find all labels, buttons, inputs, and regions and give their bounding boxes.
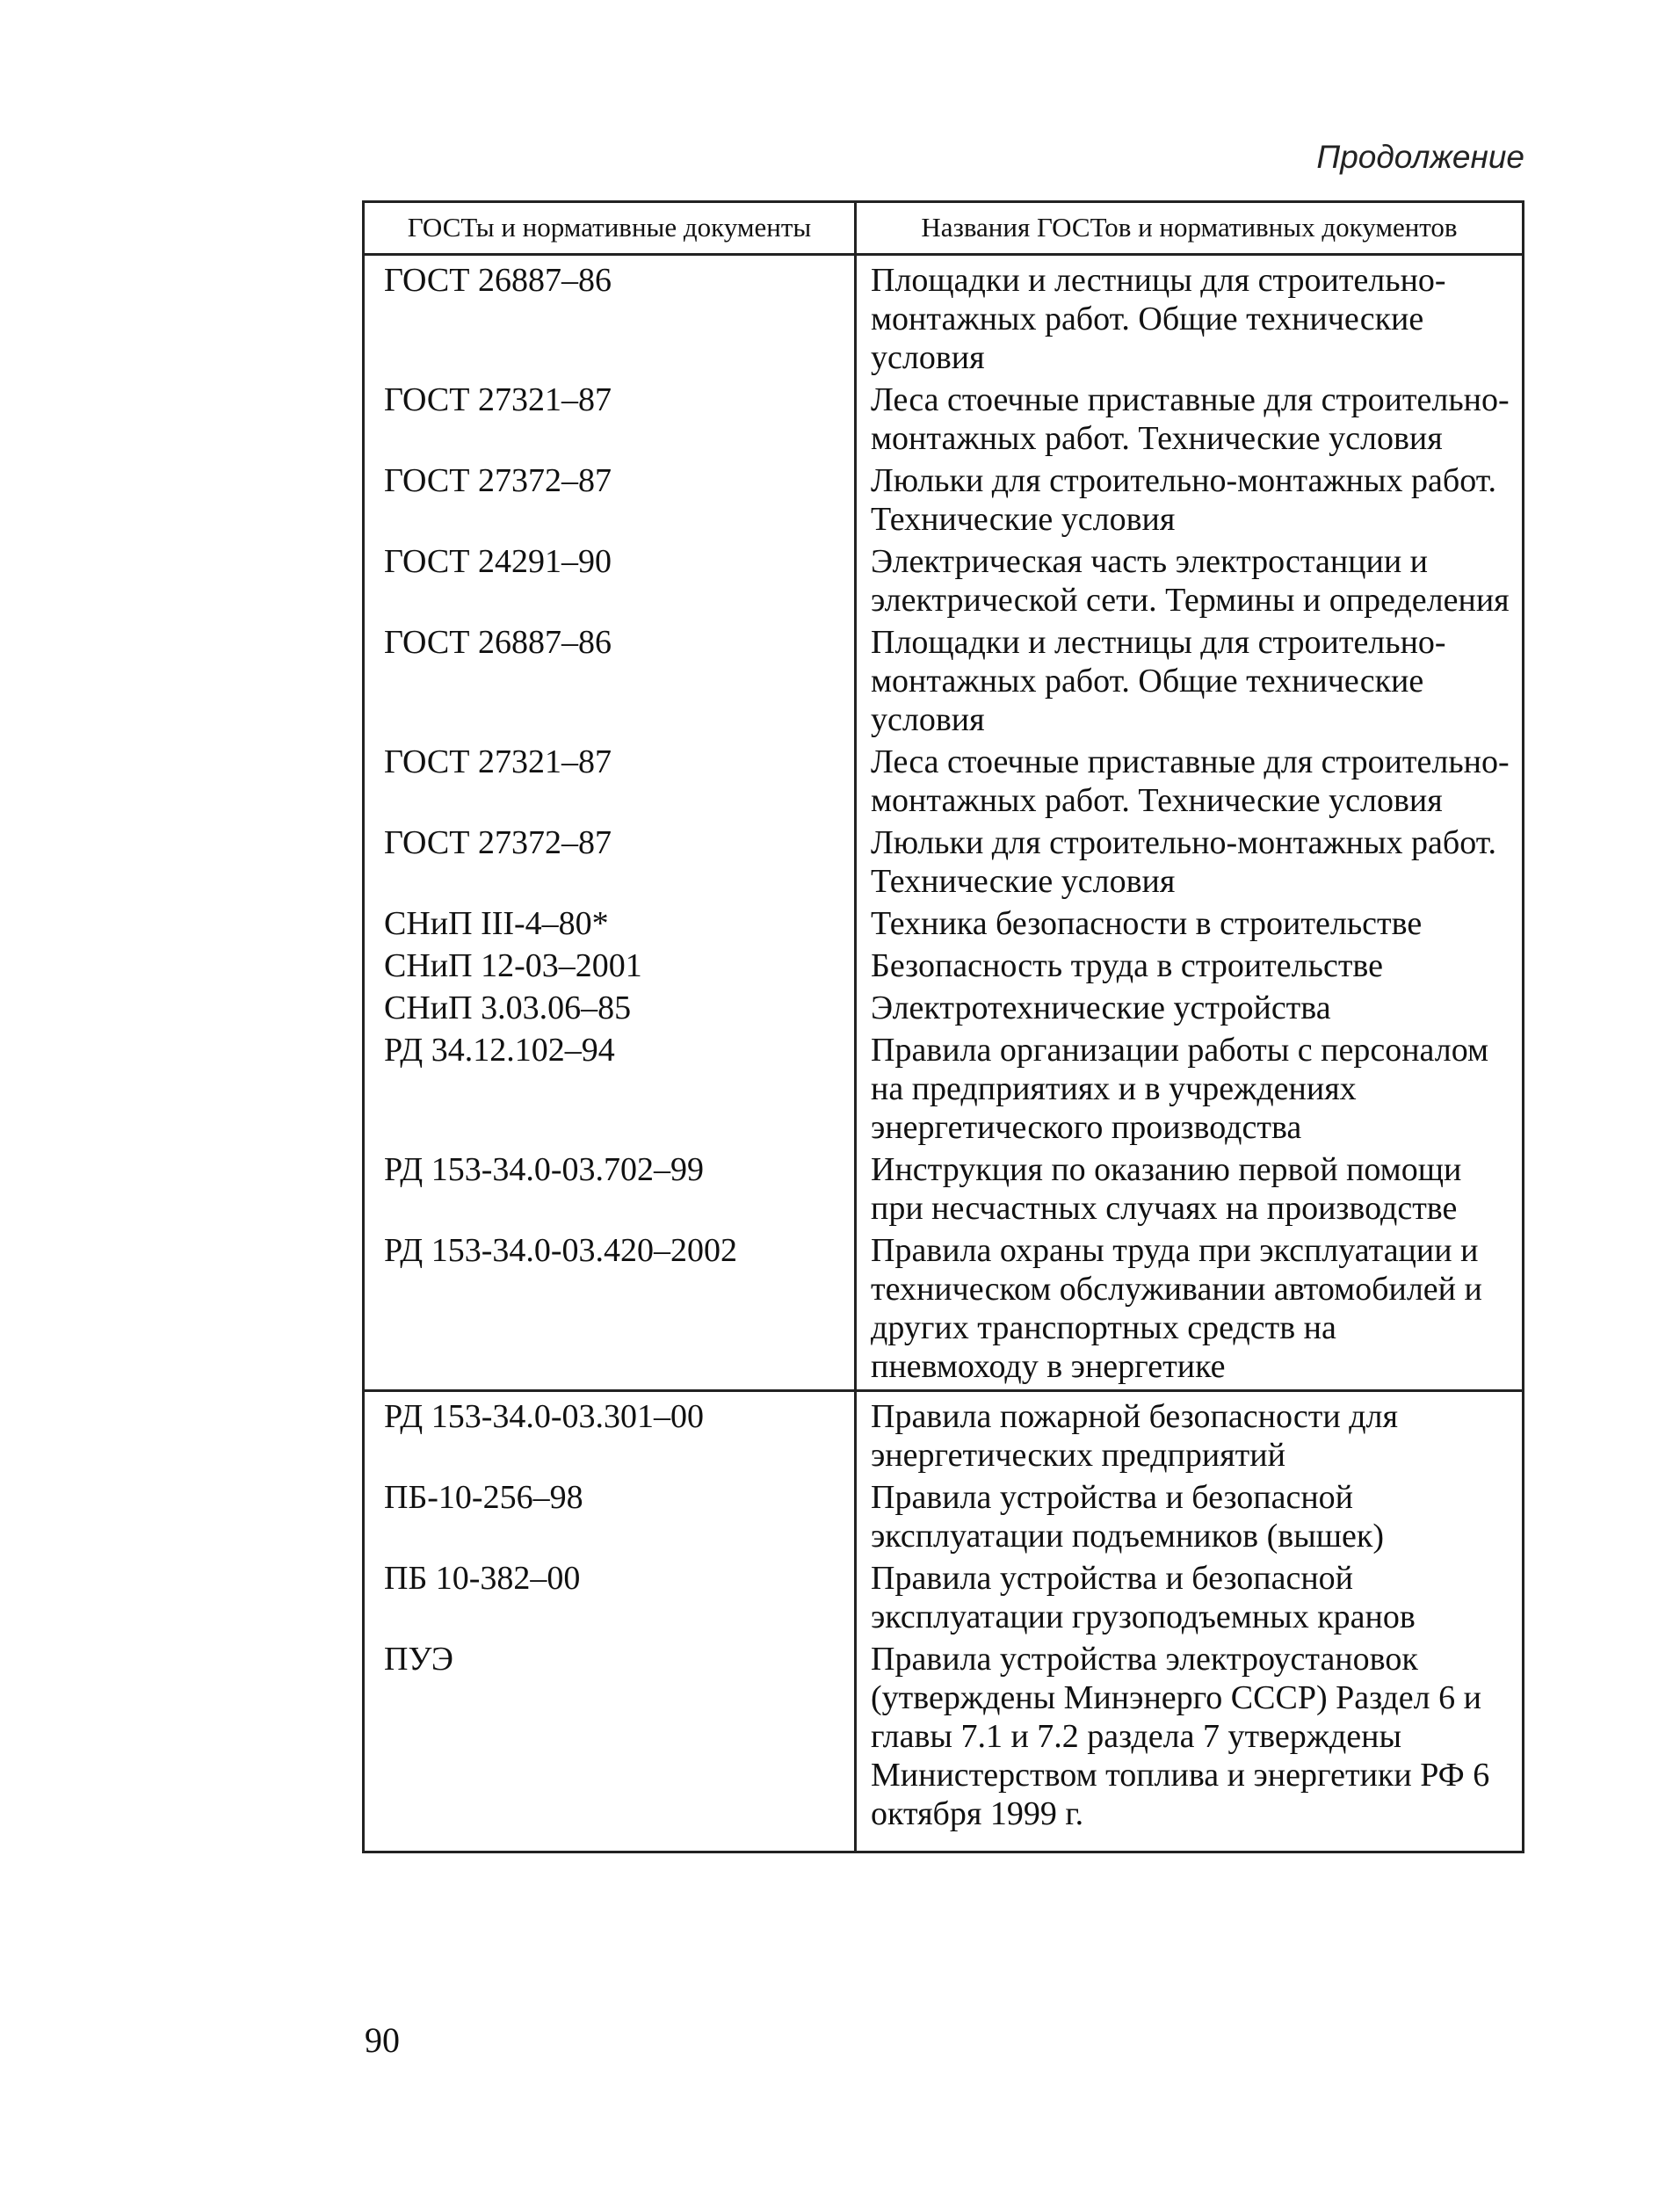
document-title: Правила организации работы с персоналом на предприятиях и в учреждениях энергетического производства [856,1031,1524,1150]
document-code: СНиП III-4–80* [364,904,856,946]
document-title: Площадки и лестницы для строительно-монтажных работ. Общие технические условия [856,255,1524,381]
page-number: 90 [365,2020,400,2060]
document-title: Правила устройства и безопасной эксплуатации подъемников (вышек) [856,1478,1524,1559]
column-header-titles: Названия ГОСТов и нормативных документов [856,202,1524,255]
table-row [364,1559,1524,1640]
document-title: Электротехнические устройства [856,989,1524,1031]
document-title: Правила устройства электроустановок (утверждены Минэнерго СССР) Раздел 6 и главы 7.1 и 7.2 раздела 7 утверждены Министерством топлива и энергетики РФ 6 октября 1999 г. [856,1640,1524,1852]
column-header-codes: ГОСТы и нормативные документы [364,202,856,255]
document-code: СНиП 3.03.06–85 [364,989,856,1031]
document-code: РД 153-34.0-03.702–99 [364,1150,856,1231]
document-title: Инструкция по оказанию первой помощи при несчастных случаях на производстве [856,1150,1524,1231]
document-code: ПУЭ [364,1640,856,1852]
table-header-row [364,202,1524,255]
document-title: Правила устройства и безопасной эксплуатации грузоподъемных кранов [856,1559,1524,1640]
table-row [364,1231,1524,1391]
document-code: ГОСТ 27372–87 [364,823,856,904]
table-row [364,823,1524,904]
table-row [364,381,1524,461]
document-title: Правила охраны труда при эксплуатации и техническом обслуживании автомобилей и других транспортных средств на пневмоходу в энергетике [856,1231,1524,1391]
document-code: ПБ-10-256–98 [364,1478,856,1559]
document-code: ГОСТ 26887–86 [364,255,856,381]
document-title: Техника безопасности в строительстве [856,904,1524,946]
table-row [364,461,1524,542]
table-row [364,542,1524,623]
table-row [364,1640,1524,1852]
document-title: Люльки для строительно-монтажных работ. Технические условия [856,461,1524,542]
document-code: ГОСТ 24291–90 [364,542,856,623]
document-code: РД 153-34.0-03.301–00 [364,1391,856,1479]
table-row [364,989,1524,1031]
table-row [364,1150,1524,1231]
document-title: Правила пожарной безопасности для энергетических предприятий [856,1391,1524,1479]
table-row [364,1478,1524,1559]
document-code: ГОСТ 27372–87 [364,461,856,542]
document-title: Леса стоечные приставные для строительно-монтажных работ. Технические условия [856,743,1524,823]
document-code: РД 34.12.102–94 [364,1031,856,1150]
document-code: ПБ 10-382–00 [364,1559,856,1640]
table-row [364,1391,1524,1479]
table-row [364,904,1524,946]
document-code: ГОСТ 27321–87 [364,743,856,823]
standards-table [362,200,1524,1853]
continuation-label: Продолжение [1316,139,1524,175]
table-row [364,946,1524,989]
document-title: Электрическая часть электростанции и электрической сети. Термины и определения [856,542,1524,623]
document-code: РД 153-34.0-03.420–2002 [364,1231,856,1391]
table-row [364,1031,1524,1150]
document-title: Площадки и лестницы для строительно-монтажных работ. Общие технические условия [856,623,1524,743]
document-code: СНиП 12-03–2001 [364,946,856,989]
document-code: ГОСТ 27321–87 [364,381,856,461]
table-row [364,623,1524,743]
document-title: Леса стоечные приставные для строительно-монтажных работ. Технические условия [856,381,1524,461]
document-title: Безопасность труда в строительстве [856,946,1524,989]
table-row [364,255,1524,381]
document-title: Люльки для строительно-монтажных работ. Технические условия [856,823,1524,904]
document-code: ГОСТ 26887–86 [364,623,856,743]
table-row [364,743,1524,823]
